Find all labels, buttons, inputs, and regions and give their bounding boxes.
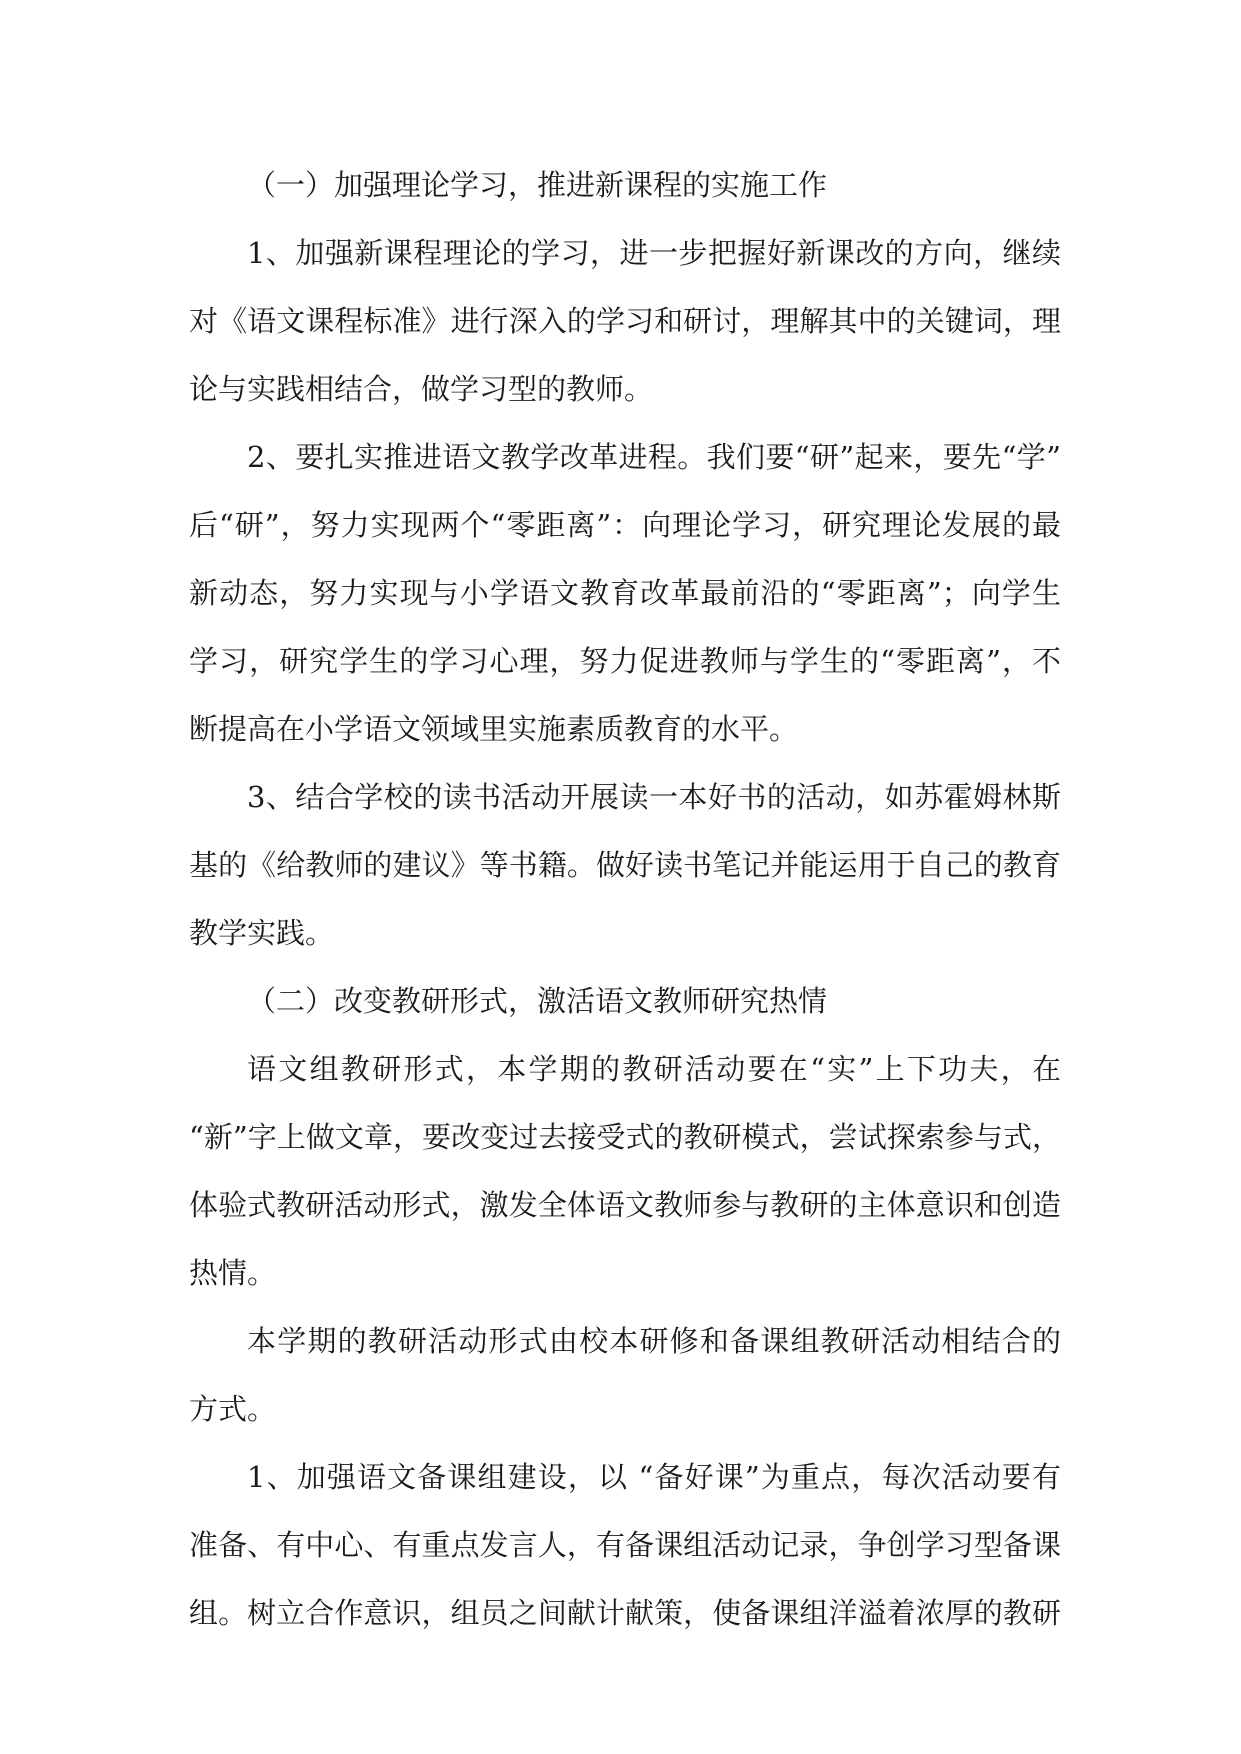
text-line: 对《语文课程标准》进行深入的学习和研讨，理解其中的关键词，理: [189, 304, 1061, 338]
text-line: 组。树立合作意识，组员之间献计献策，使备课组洋溢着浓厚的教研: [189, 1596, 1061, 1630]
text-line: 基的《给教师的建议》等书籍。做好读书笔记并能运用于自己的教育: [189, 848, 1061, 882]
text-line: 新动态，努力实现与小学语文教育改革最前沿的“零距离”；向学生: [189, 576, 1061, 610]
text-line: 断提高在小学语文领域里实施素质教育的水平。: [189, 712, 799, 746]
text-line: 3、结合学校的读书活动开展读一本好书的活动，如苏霍姆林斯: [247, 780, 1061, 814]
text-line: （一）加强理论学习，推进新课程的实施工作: [247, 168, 828, 202]
document-body: [189, 151, 1061, 1647]
text-line: 论与实践相结合，做学习型的教师。: [189, 372, 654, 406]
text-line: 方式。: [189, 1392, 277, 1426]
text-line: 2、要扎实推进语文教学改革进程。我们要“研”起来，要先“学”: [247, 440, 1061, 474]
text-line: 1、加强语文备课组建设，以 “备好课”为重点，每次活动要有: [247, 1460, 1061, 1494]
text-line: 热情。: [189, 1256, 277, 1290]
text-line: “新”字上做文章，要改变过去接受式的教研模式，尝试探索参与式，: [189, 1120, 1061, 1154]
text-line: 1、加强新课程理论的学习，进一步把握好新课改的方向，继续: [247, 236, 1061, 270]
document-page: [189, 151, 1061, 1647]
text-line: 体验式教研活动形式，激发全体语文教师参与教研的主体意识和创造: [189, 1188, 1061, 1222]
text-line: （二）改变教研形式，激活语文教师研究热情: [247, 984, 828, 1018]
text-line: 准备、有中心、有重点发言人，有备课组活动记录，争创学习型备课: [189, 1528, 1061, 1562]
text-line: 语文组教研形式，本学期的教研活动要在“实”上下功夫，在: [247, 1052, 1061, 1086]
text-line: 后“研”，努力实现两个“零距离”：向理论学习，研究理论发展的最: [189, 508, 1061, 542]
text-line: 本学期的教研活动形式由校本研修和备课组教研活动相结合的: [247, 1324, 1061, 1358]
text-line: 教学实践。: [189, 916, 335, 950]
text-line: 学习，研究学生的学习心理，努力促进教师与学生的“零距离”，不: [189, 644, 1061, 678]
